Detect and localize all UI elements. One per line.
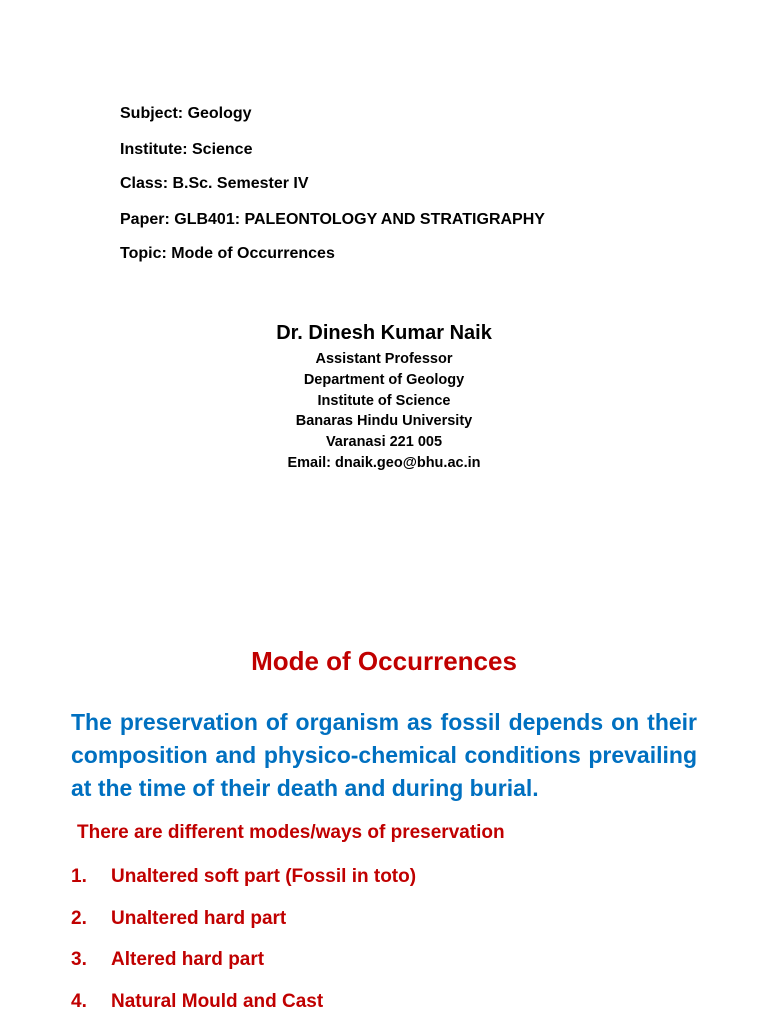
author-designation: Assistant Professor <box>0 349 768 370</box>
author-university: Banaras Hindu University <box>0 411 768 432</box>
author-email: Email: dnaik.geo@bhu.ac.in <box>0 453 768 474</box>
author-name: Dr. Dinesh Kumar Naik <box>0 320 768 346</box>
author-department: Department of Geology <box>0 370 768 391</box>
content-slide <box>0 576 768 1024</box>
modes-intro: There are different modes/ways of preservation <box>77 822 505 844</box>
subject-line: Subject: Geology <box>120 105 252 123</box>
list-item-number: 2. <box>71 908 111 950</box>
paper-line: Paper: GLB401: PALEONTOLOGY AND STRATIGRAPHY <box>120 211 545 229</box>
author-institute: Institute of Science <box>0 391 768 412</box>
intro-paragraph: The preservation of organism as fossil depends on their composition and physico-chemical conditions prevailing at the time of their death and during burial. <box>71 706 697 805</box>
list-item-text: Natural Mould and Cast <box>111 991 323 1032</box>
list-item <box>71 908 416 950</box>
institute-line: Institute: Science <box>120 141 252 159</box>
list-item-number: 3. <box>71 949 111 991</box>
modes-list <box>71 866 416 1032</box>
topic-line: Topic: Mode of Occurrences <box>120 245 335 263</box>
list-item <box>71 991 416 1032</box>
list-item-number: 1. <box>71 866 111 908</box>
slide-title: Mode of Occurrences <box>0 646 768 677</box>
author-city: Varanasi 221 005 <box>0 432 768 453</box>
list-item-number: 4. <box>71 991 111 1032</box>
list-item-text: Unaltered hard part <box>111 908 286 950</box>
list-item-text: Altered hard part <box>111 949 264 991</box>
author-block <box>0 320 768 474</box>
class-line: Class: B.Sc. Semester IV <box>120 175 309 193</box>
list-item <box>71 866 416 908</box>
list-item-text: Unaltered soft part (Fossil in toto) <box>111 866 416 908</box>
list-item <box>71 949 416 991</box>
